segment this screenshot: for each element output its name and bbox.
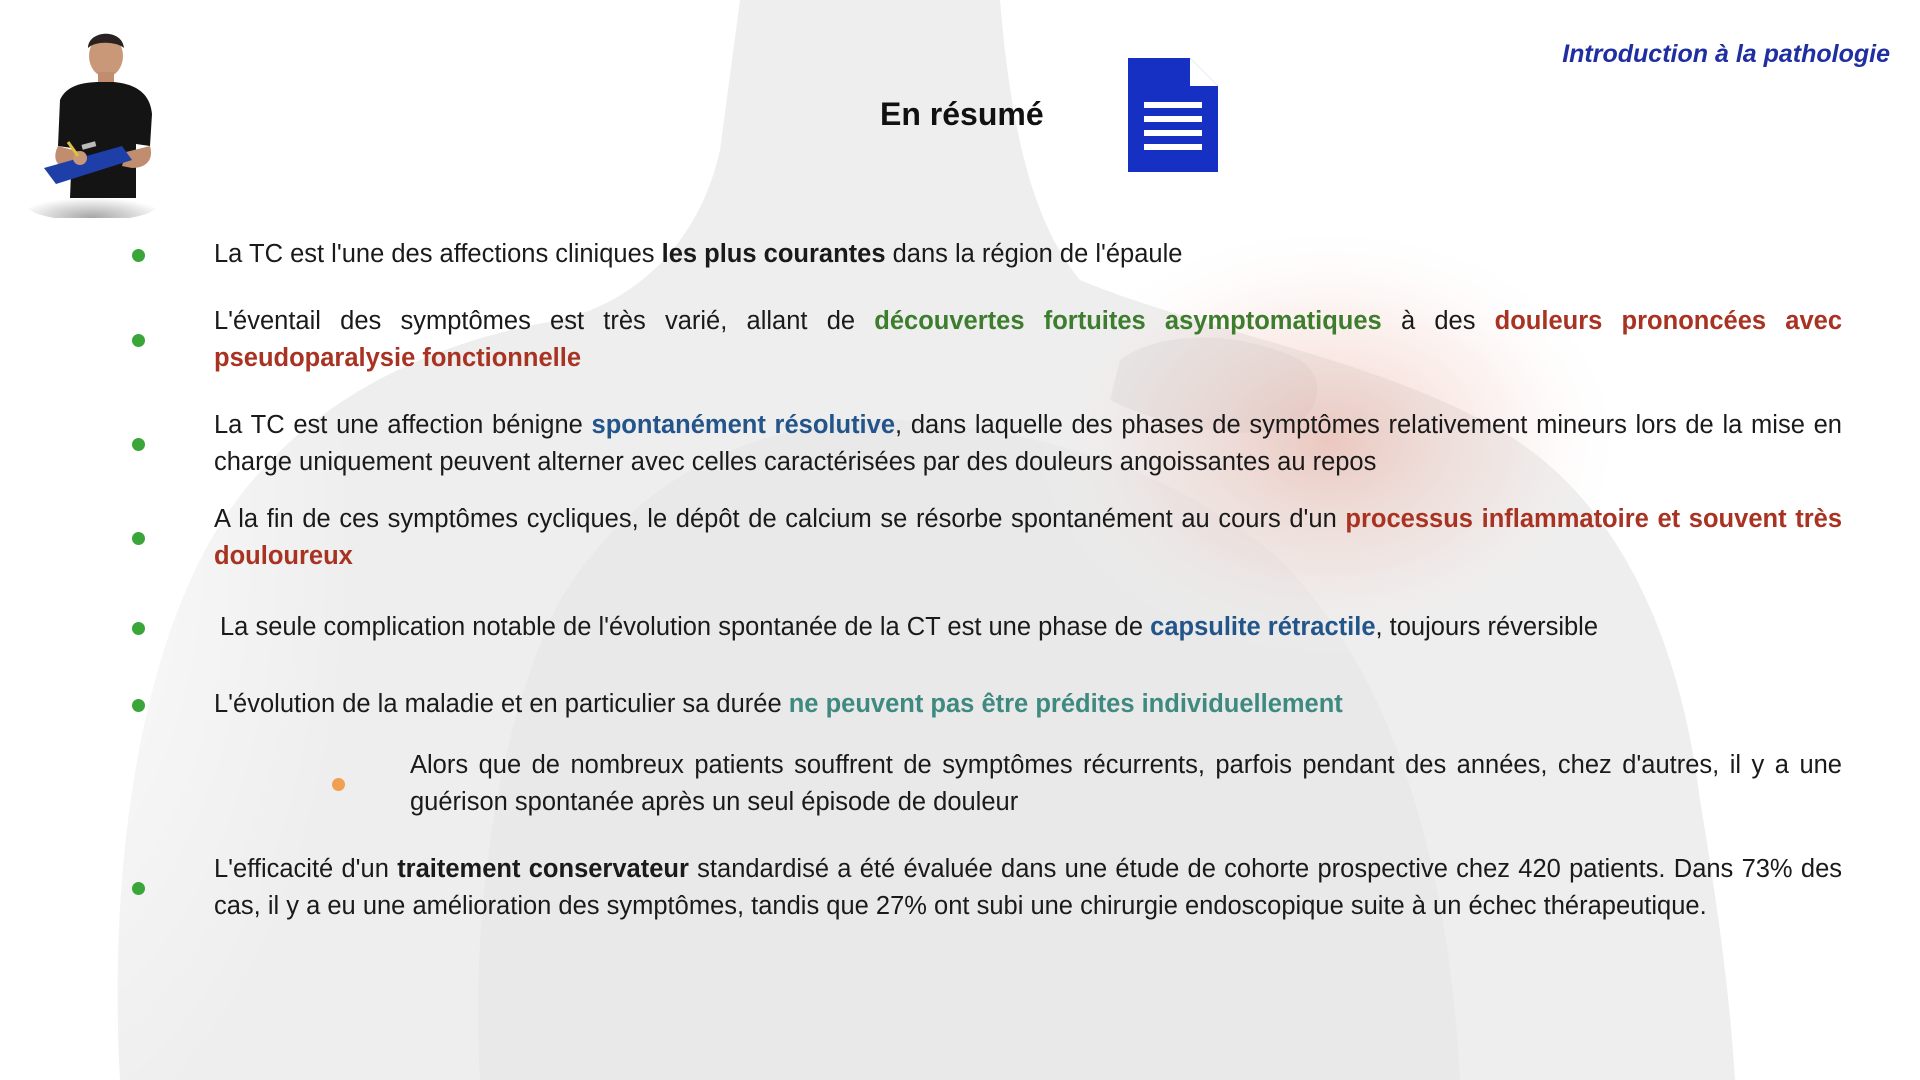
bullet-text: L'évolution de la maladie et en particulier sa durée ne peuvent pas être prédites individuellement [214, 690, 1343, 718]
bullet-text: La seule complication notable de l'évolution spontanée de la CT est une phase de capsulite rétractile, toujours réversible [220, 613, 1599, 641]
list-item [130, 609, 1842, 646]
bullet-text: L'efficacité d'un traitement conservateur standardisé a été évaluée dans une étude de cohorte prospective chez 420 patients. Dans 73% des cas, il y a eu une amélioration des symptômes, tandis que 27% ont subi une chirurgie endoscopique suite à un échec thérapeutique. [214, 855, 1842, 920]
list-item [130, 501, 1842, 575]
bullet-text: La TC est une affection bénigne spontanément résolutive, dans laquelle des phases de symptômes relativement mineurs lors de la mise en charge uniquement peuvent alterner avec celles caractérisées par des douleurs angoissantes au repos [214, 411, 1842, 476]
section-title: Introduction à la pathologie [1562, 40, 1890, 68]
page-title: En résumé [880, 96, 1044, 132]
bullet-dot [132, 882, 145, 895]
bullet-dot [132, 699, 145, 712]
document-icon [1128, 58, 1218, 172]
presenter-avatar-icon [22, 18, 162, 218]
bullet-list [130, 236, 1842, 925]
list-item [130, 236, 1842, 273]
bullet-text: L'éventail des symptômes est très varié, allant de découvertes fortuites asymptomatiques à des douleurs prononcées avec pseudoparalysie fonctionnelle [214, 307, 1843, 372]
list-item [130, 303, 1842, 377]
sub-list-item [130, 747, 1842, 821]
bullet-dot [132, 622, 145, 635]
bullet-text: La TC est l'une des affections cliniques les plus courantes dans la région de l'épaule [214, 240, 1183, 268]
bullet-dot [132, 334, 145, 347]
list-item [130, 851, 1842, 925]
list-item [130, 407, 1842, 481]
list-item [130, 686, 1842, 723]
bullet-dot [132, 249, 145, 262]
bullet-dot [132, 438, 145, 451]
sub-bullet-dot [332, 778, 345, 791]
bullet-text: Alors que de nombreux patients souffrent de symptômes récurrents, parfois pendant des années, chez d'autres, il y a une guérison spontanée après un seul épisode de douleur [410, 751, 1842, 816]
bullet-text: A la fin de ces symptômes cycliques, le dépôt de calcium se résorbe spontanément au cours d'un processus inflammatoire et souvent très douloureux [214, 505, 1842, 570]
bullet-dot [132, 532, 145, 545]
